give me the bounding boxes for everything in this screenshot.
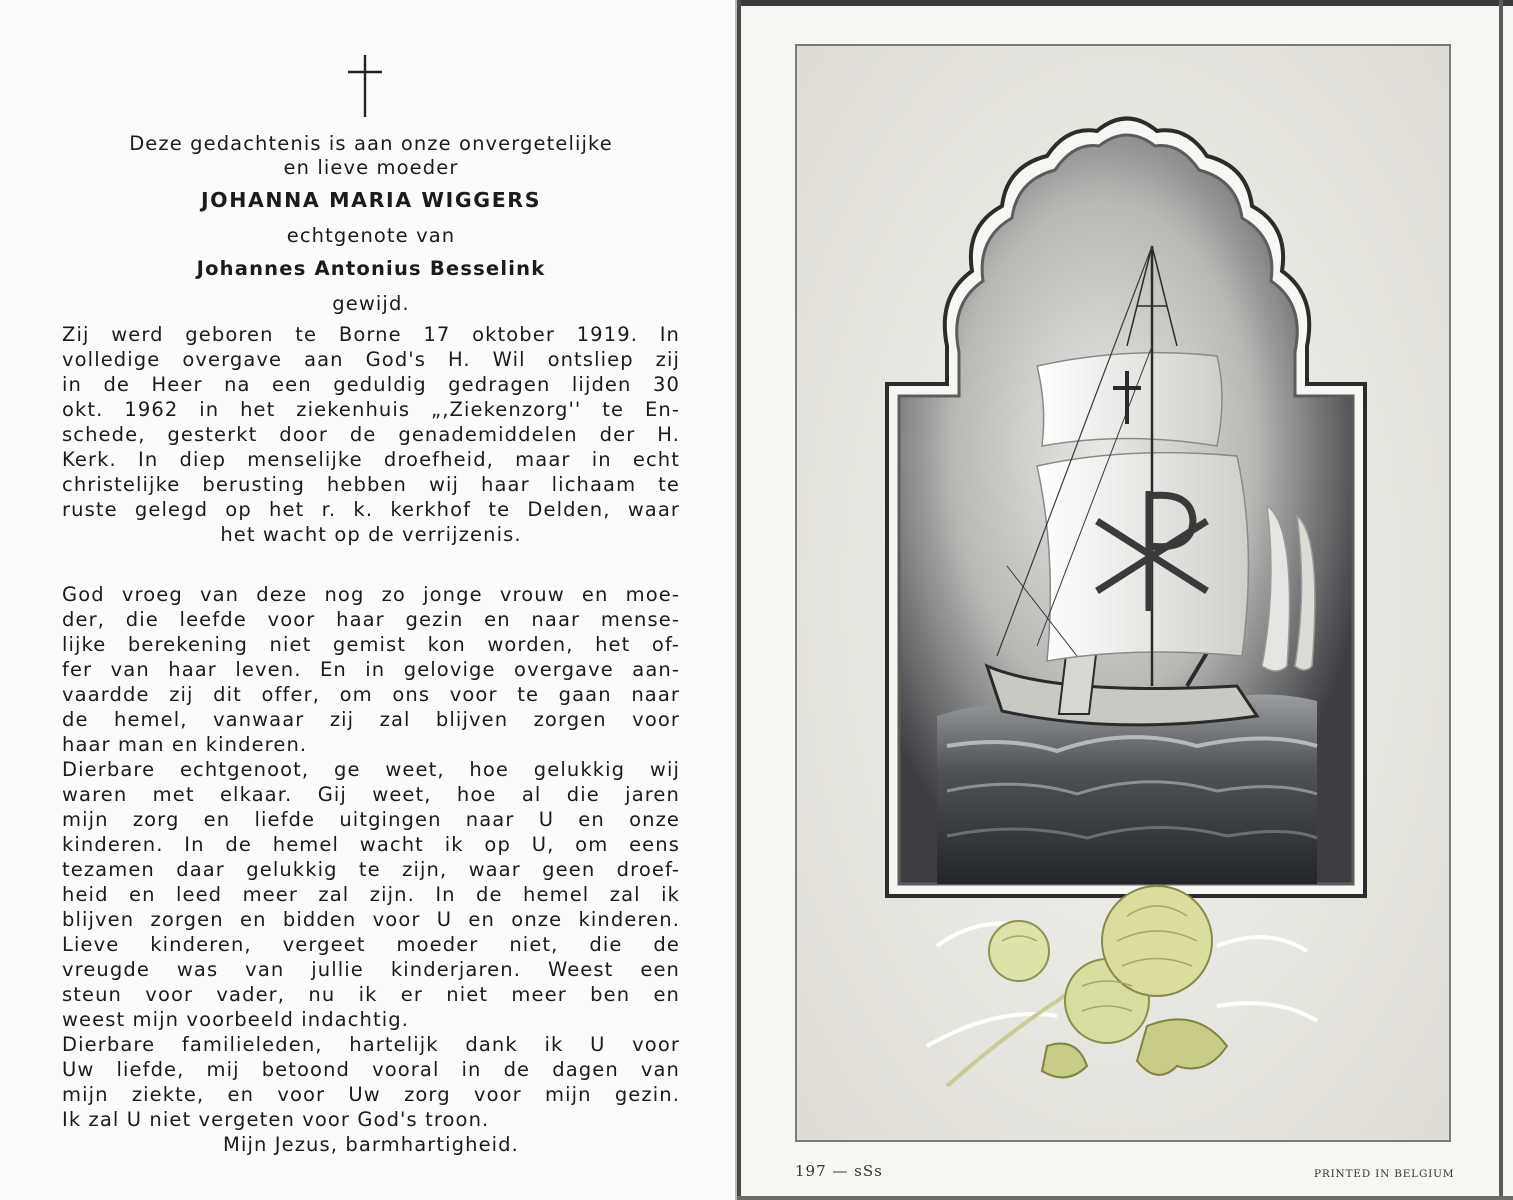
prayer-line: vaardde zij dit offer, om ons voor te gaan naar [62, 683, 680, 706]
prayer-line: God vroeg van deze nog zo jonge vrouw en moe- [62, 583, 680, 606]
prayer-line: tezamen daar gelukkig te zijn, waar geen droef- [62, 858, 680, 881]
biography-line: schede, gesterkt door de genademiddelen der H. [62, 423, 680, 446]
picture-frame [795, 44, 1451, 1142]
intro-line-1: Deze gedachtenis is aan onze onvergetelijke [129, 132, 613, 155]
card-edge [737, 0, 741, 1200]
biography-line: Kerk. In diep menselijke droefheid, maar in echt [62, 448, 680, 471]
prayer-line: de hemel, vanwaar zij zal blijven zorgen voor [62, 708, 680, 731]
biography-line: ruste gelegd op het r. k. kerkhof te Delden, waar [62, 498, 680, 521]
print-number: 197 — sSs [795, 1162, 883, 1180]
spouse-intro: echtgenote van [286, 224, 456, 247]
card-edge [1499, 0, 1503, 1200]
biography-line: okt. 1962 in het ziekenhuis „,Ziekenzorg'' te En- [62, 398, 680, 421]
prayer-line: vreugde was van jullie kinderjaren. Weest een [62, 958, 680, 981]
picture-card [737, 0, 1513, 1200]
prayer-line: steun voor vader, nu ik er niet meer ben en [62, 983, 680, 1006]
biography-line: volledige overgave aan God's H. Wil ontsliep zij [62, 348, 680, 371]
card-edge [737, 1196, 1513, 1200]
prayer-line: mijn zorg en liefde uitgingen naar U en onze [62, 808, 680, 831]
prayer-line: Ik zal U niet vergeten voor God's troon. [62, 1108, 490, 1131]
biography-last-line: het wacht op de verrijzenis. [220, 523, 522, 546]
prayer-line: blijven zorgen en bidden voor U en onze kinderen. [62, 908, 680, 931]
biography-line: christelijke berusting hebben wij haar lichaam te [62, 473, 680, 496]
biography-line: Zij werd geboren te Borne 17 oktober 1919. In [62, 323, 680, 346]
prayer-line: Lieve kinderen, vergeet moeder niet, die de [62, 933, 680, 956]
cross-icon [340, 55, 390, 117]
intro-line-2: en lieve moeder [283, 156, 459, 179]
prayer-line: heid en leed meer zal zijn. In de hemel zal ik [62, 883, 680, 906]
spouse-name: Johannes Antonius Besselink [196, 257, 546, 280]
prayer-line: fer van haar leven. En in gelovige overgave aan- [62, 658, 680, 681]
prayer-line: mijn ziekte, en voor Uw zorg voor mijn gezin. [62, 1083, 680, 1106]
spouse-outro: gewijd. [332, 292, 410, 315]
prayer-line: waren met elkaar. Gij weet, hoe al die jaren [62, 783, 680, 806]
print-origin: PRINTED IN BELGIUM [1314, 1168, 1455, 1180]
prayer-line: haar man en kinderen. [62, 733, 308, 756]
prayer-line: Dierbare familieleden, hartelijk dank ik U voor [62, 1033, 680, 1056]
card-edge [737, 0, 1513, 6]
prayer-line: lijke berekening niet gemist kon worden, het of- [62, 633, 680, 656]
prayer-line: kinderen. In de hemel wacht ik op U, om eens [62, 833, 680, 856]
prayer-line: Dierbare echtgenoot, ge weet, hoe gelukkig wij [62, 758, 680, 781]
closing-prayer: Mijn Jezus, barmhartigheid. [223, 1133, 519, 1156]
ship-illustration [797, 46, 1449, 1140]
prayer-line: Uw liefde, mij betoond vooral in de dagen van [62, 1058, 680, 1081]
prayer-line: weest mijn voorbeeld indachtig. [62, 1008, 410, 1031]
biography-line: in de Heer na een geduldig gedragen lijden 30 [62, 373, 680, 396]
prayer-line: der, die leefde voor haar gezin en naar mense- [62, 608, 680, 631]
deceased-name: JOHANNA MARIA WIGGERS [200, 188, 542, 212]
text-card [0, 0, 737, 1200]
